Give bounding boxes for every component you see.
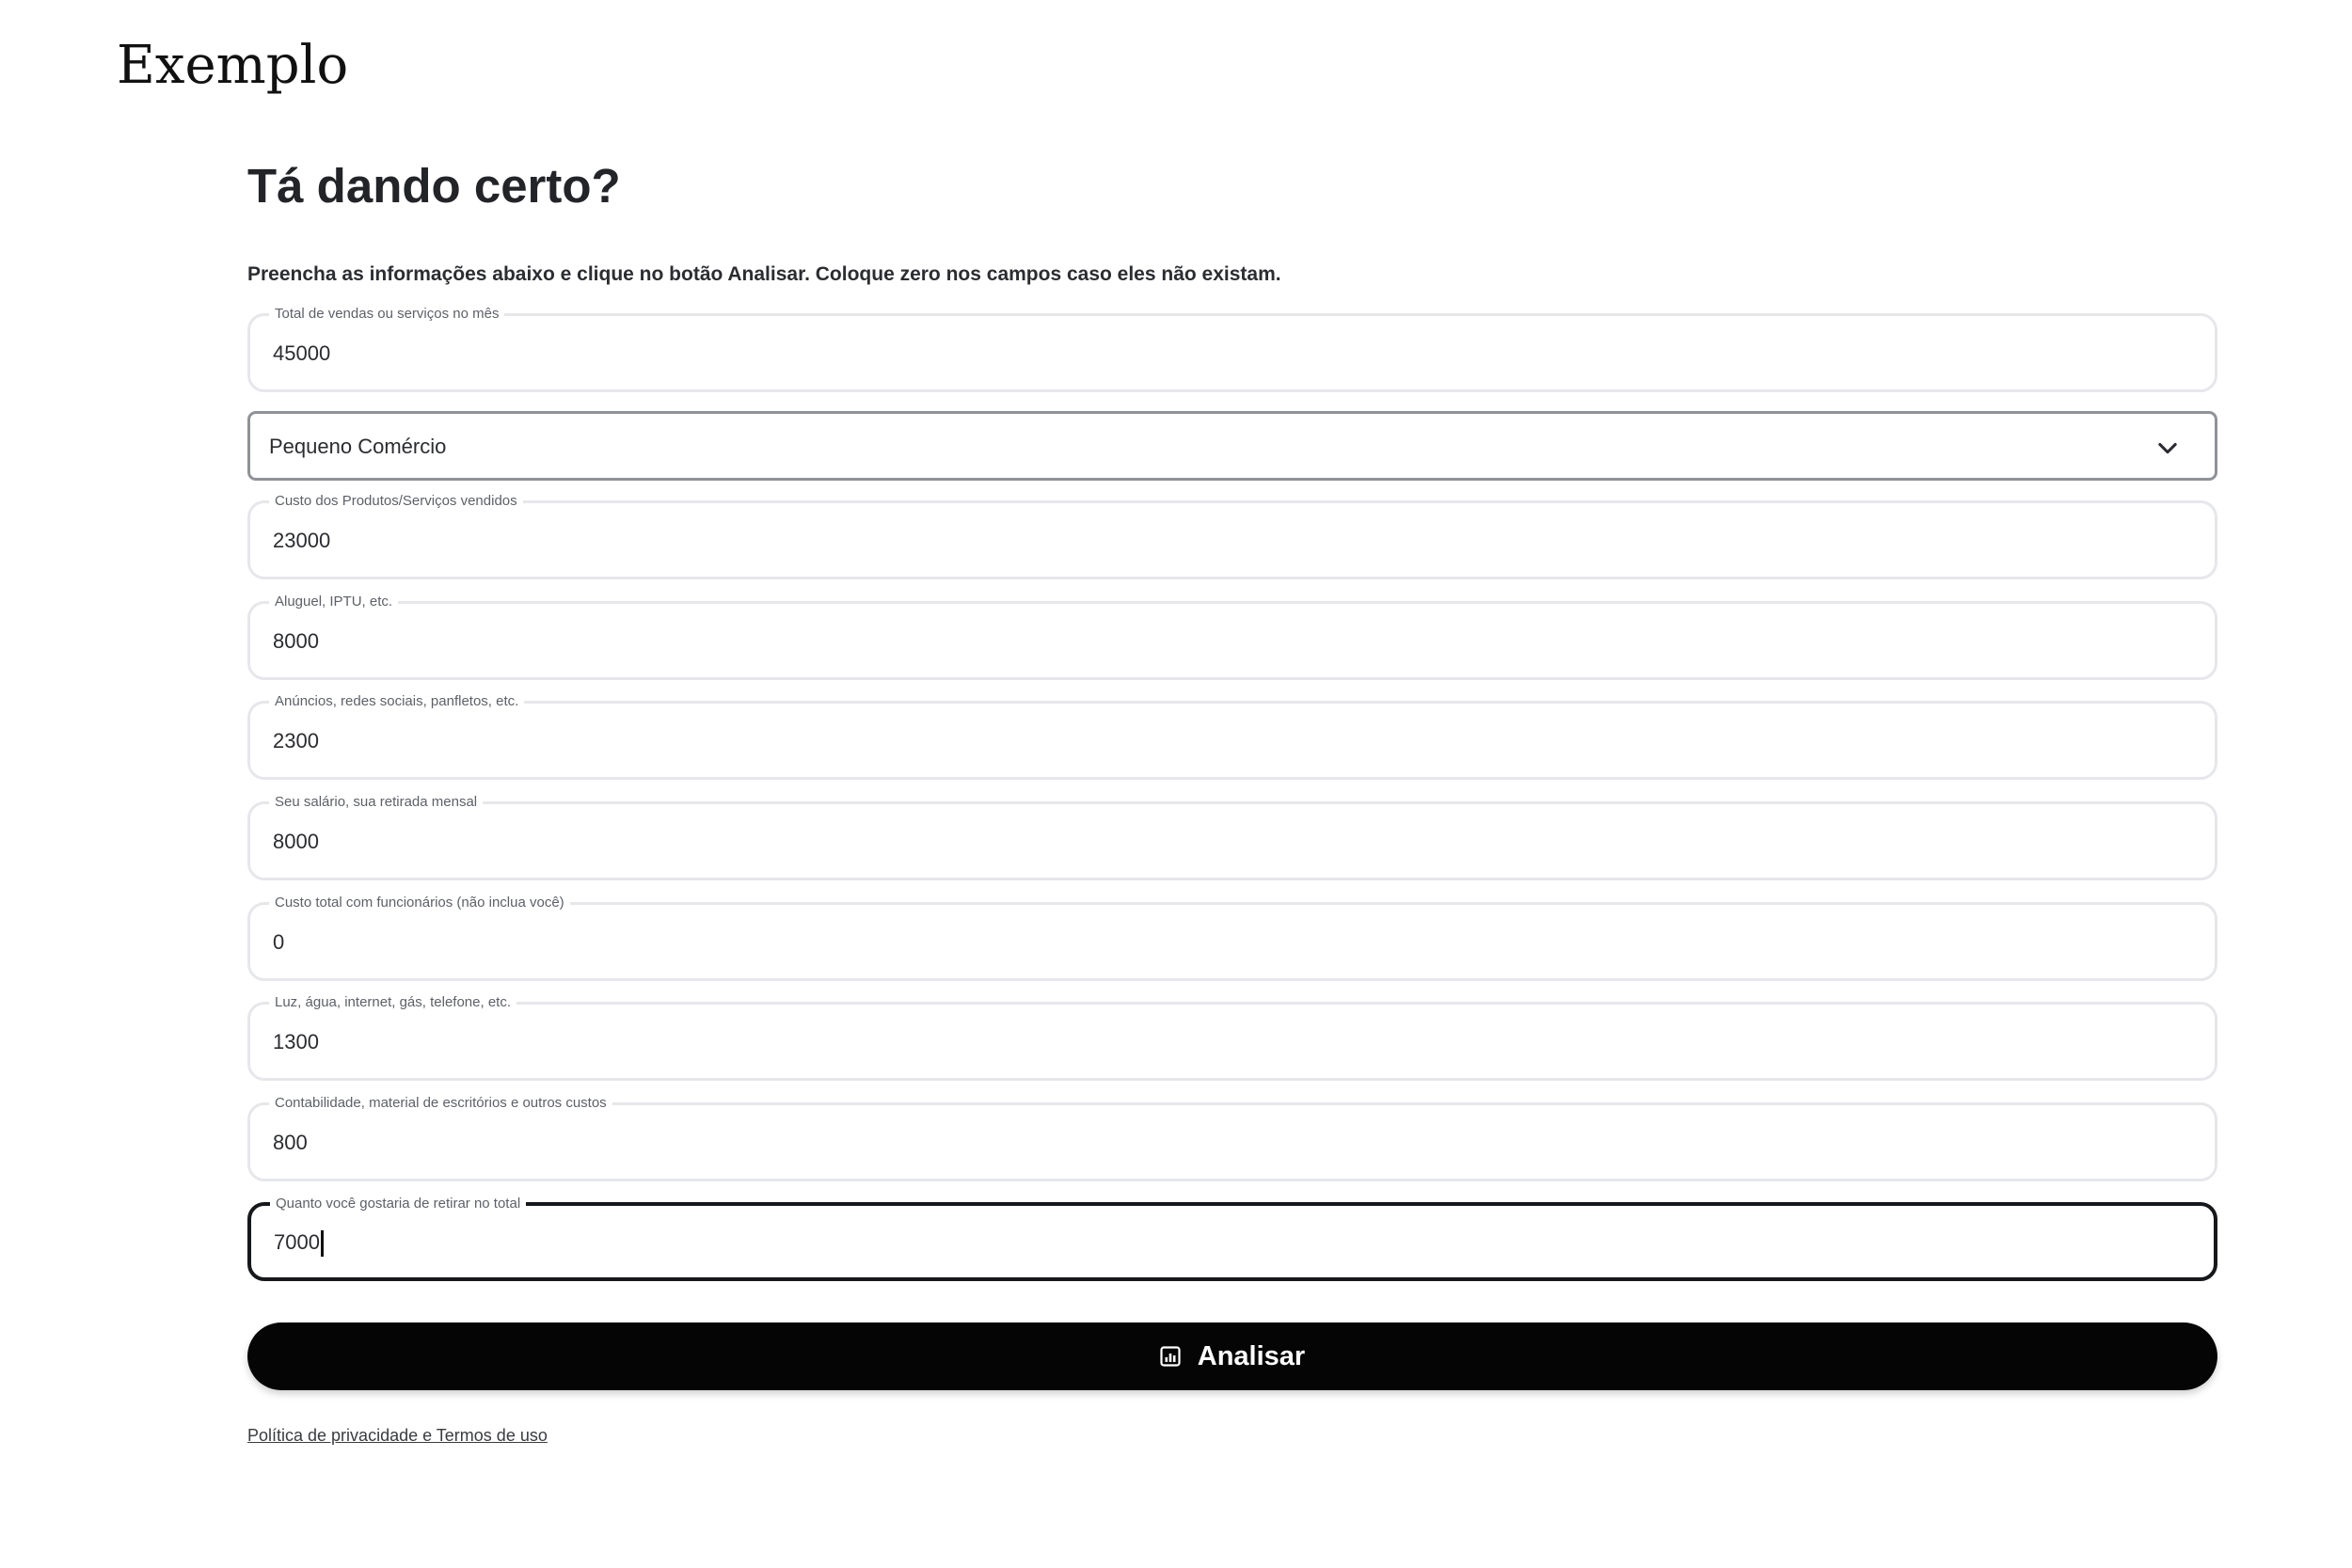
- utilities-field[interactable]: [247, 994, 2217, 1081]
- exemplo-heading: Exemplo: [117, 35, 349, 96]
- privacy-terms-link[interactable]: Política de privacidade e Termos de uso: [247, 1426, 548, 1445]
- sales-label: Total de vendas ou serviços no mês: [269, 306, 504, 323]
- ads-field[interactable]: [247, 693, 2217, 780]
- desired-withdrawal-field[interactable]: [247, 1196, 2217, 1281]
- rent-label: Aluguel, IPTU, etc.: [269, 594, 398, 610]
- rent-input[interactable]: 8000: [273, 629, 319, 653]
- cost-goods-label: Custo dos Produtos/Serviços vendidos: [269, 493, 523, 510]
- ads-label: Anúncios, redes sociais, panfletos, etc.: [269, 693, 524, 710]
- salary-field[interactable]: [247, 794, 2217, 880]
- employees-field[interactable]: [247, 895, 2217, 981]
- utilities-label: Luz, água, internet, gás, telefone, etc.: [269, 994, 516, 1011]
- business-type-select[interactable]: [247, 411, 2217, 481]
- desired-withdrawal-value: 7000: [274, 1230, 320, 1254]
- sales-field[interactable]: [247, 306, 2217, 392]
- salary-label: Seu salário, sua retirada mensal: [269, 794, 483, 811]
- cost-goods-input[interactable]: 23000: [273, 529, 331, 552]
- employees-label: Custo total com funcionários (não inclua você): [269, 895, 570, 911]
- other-costs-input[interactable]: 800: [273, 1131, 308, 1154]
- page-title: Tá dando certo?: [247, 159, 621, 213]
- desired-withdrawal-input[interactable]: [274, 1226, 2191, 1259]
- analyze-button[interactable]: [247, 1323, 2217, 1390]
- analyze-label: Analisar: [1197, 1340, 1306, 1371]
- analysis-card: [247, 150, 2217, 1445]
- chevron-down-icon[interactable]: [2154, 435, 2181, 461]
- employees-input[interactable]: 0: [273, 930, 285, 954]
- other-costs-label: Contabilidade, material de escritórios e outros custos: [269, 1095, 612, 1112]
- other-costs-field[interactable]: [247, 1095, 2217, 1181]
- utilities-input[interactable]: 1300: [273, 1030, 319, 1053]
- desired-withdrawal-label: Quanto você gostaria de retirar no total: [270, 1196, 526, 1212]
- form-instructions: Preencha as informações abaixo e clique no botão Analisar. Coloque zero nos campos caso eles não existam.: [247, 263, 1281, 285]
- sales-input[interactable]: 45000: [273, 341, 331, 365]
- chart-icon: [1160, 1346, 1181, 1367]
- ads-input[interactable]: 2300: [273, 729, 319, 752]
- text-caret: [321, 1230, 324, 1257]
- salary-input[interactable]: 8000: [273, 830, 319, 853]
- rent-field[interactable]: [247, 594, 2217, 680]
- cost-goods-field[interactable]: [247, 493, 2217, 579]
- business-type-value: Pequeno Comércio: [269, 435, 447, 458]
